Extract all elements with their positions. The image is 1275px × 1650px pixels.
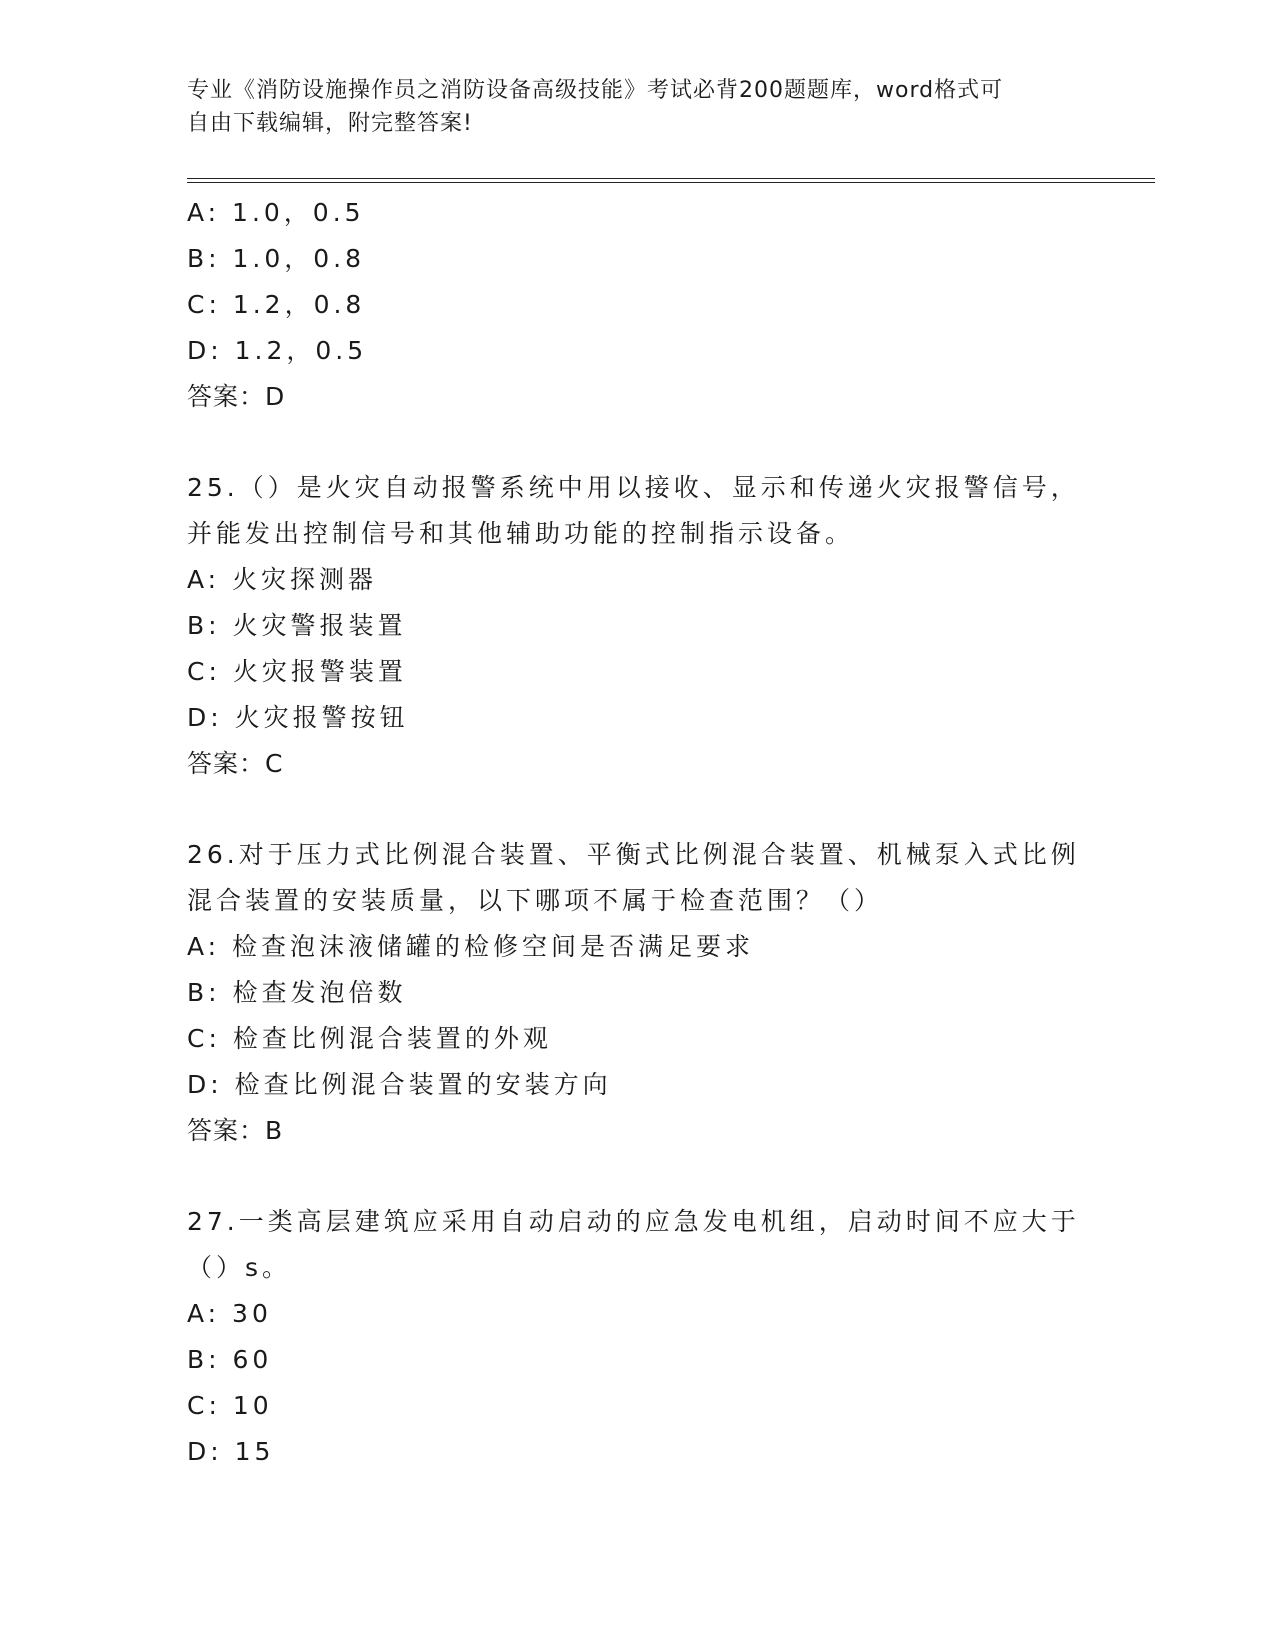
option-b: B: 火灾警报装置 [187,611,407,640]
question-text-line-1: 26.对于压力式比例混合装置、平衡式比例混合装置、机械泵入式比例 [187,840,1080,869]
document-header [187,74,1087,140]
option-c: C: 检查比例混合装置的外观 [187,1024,552,1053]
question-27 [187,1199,1087,1475]
question-text-line-2: 并能发出控制信号和其他辅助功能的控制指示设备。 [187,519,855,548]
answer: 答案：C [187,749,284,778]
question-25 [187,465,1087,787]
option-d: D: 15 [187,1437,275,1466]
option-a: A: 1.0，0.5 [187,198,365,227]
option-c: C: 火灾报警装置 [187,657,407,686]
question-26 [187,832,1087,1154]
option-a: A: 检查泡沫液储罐的检修空间是否满足要求 [187,932,755,961]
option-b: B: 60 [187,1345,273,1374]
question-text-line-2: 混合装置的安装质量，以下哪项不属于检查范围？（） [187,886,884,915]
document-body [187,190,1087,1475]
header-double-rule [187,178,1155,183]
option-d: D: 1.2，0.5 [187,336,368,365]
option-d: D: 火灾报警按钮 [187,703,409,732]
header-line-2: 自由下载编辑，附完整答案! [187,111,473,136]
question-text-line-2: （）s。 [187,1253,292,1282]
option-b: B: 1.0，0.8 [187,244,366,273]
option-c: C: 1.2，0.8 [187,290,366,319]
question-text-line-1: 25.（）是火灾自动报警系统中用以接收、显示和传递火灾报警信号， [187,473,1080,502]
option-c: C: 10 [187,1391,273,1420]
option-d: D: 检查比例混合装置的安装方向 [187,1070,612,1099]
option-a: A: 30 [187,1299,272,1328]
option-b: B: 检查发泡倍数 [187,978,407,1007]
option-a: A: 火灾探测器 [187,565,378,594]
answer: 答案：D [187,382,286,411]
answer: 答案：B [187,1116,284,1145]
question-24 [187,190,1087,420]
question-text-line-1: 27.一类高层建筑应采用自动启动的应急发电机组，启动时间不应大于 [187,1207,1080,1236]
header-line-1: 专业《消防设施操作员之消防设备高级技能》考试必背200题题库，word格式可 [187,78,1004,103]
